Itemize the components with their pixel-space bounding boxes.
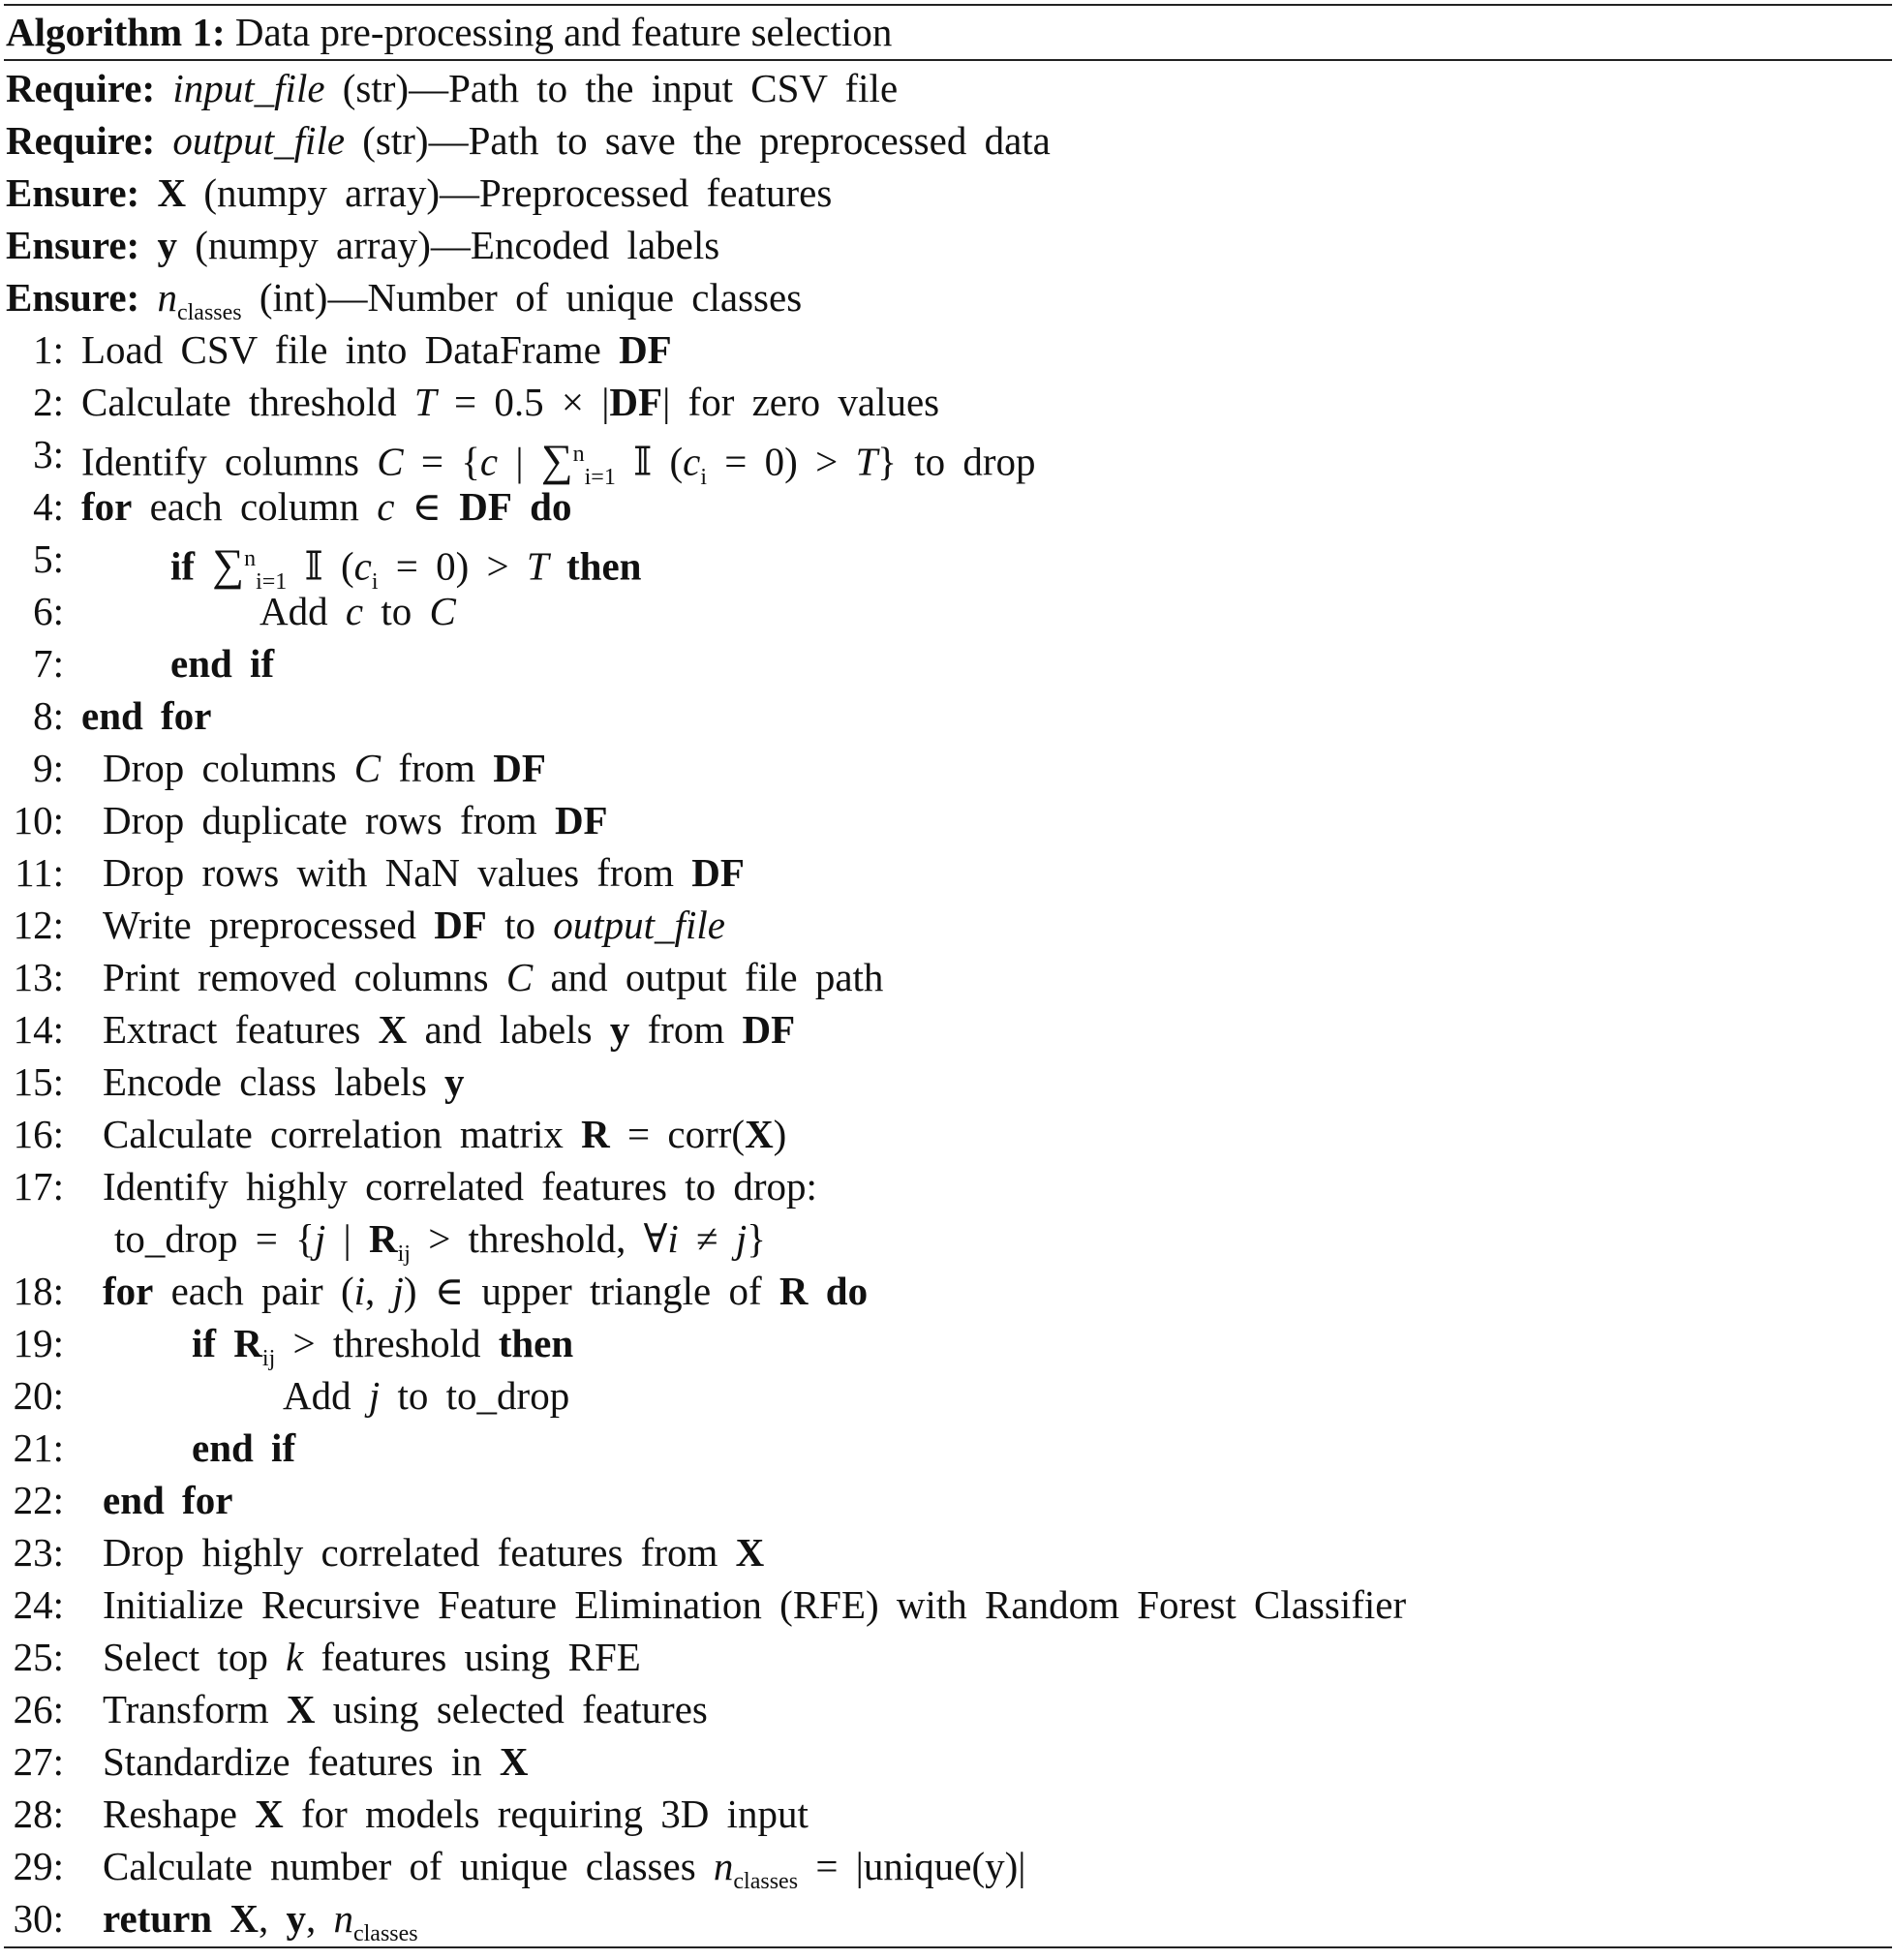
line-token: Reshape	[103, 1792, 256, 1836]
line-text	[283, 1369, 569, 1422]
line-token: X	[378, 1007, 408, 1052]
line-token: ij	[261, 1346, 276, 1372]
line-text	[103, 794, 608, 846]
line-text	[103, 742, 546, 794]
line-token: DF	[691, 850, 745, 895]
line-token: )	[773, 1112, 787, 1156]
line-token: y	[157, 223, 177, 267]
line-token: Transform	[103, 1687, 287, 1731]
line-token: (str)—Path to save the preprocessed data	[345, 118, 1051, 163]
line-token: DF	[459, 484, 512, 529]
line-token: C	[377, 439, 404, 484]
line-token: (numpy array)—Preprocessed features	[186, 170, 833, 215]
line-number: 9:	[33, 746, 64, 790]
line-token: X	[735, 1530, 765, 1575]
line-number: 20:	[13, 1373, 64, 1418]
line-number: 23:	[13, 1530, 64, 1575]
line-token: n	[572, 442, 585, 467]
line-number: 4:	[33, 484, 64, 529]
line-number: 2:	[33, 380, 64, 424]
line-number: 7:	[33, 641, 64, 686]
line-token: ,	[258, 1896, 287, 1941]
line-text	[6, 114, 1051, 167]
algorithm-label: Algorithm 1:	[6, 10, 226, 54]
line-token: Extract features	[103, 1007, 379, 1052]
line-token: y	[286, 1896, 306, 1941]
line-token: classes	[352, 1921, 418, 1947]
line-token: 𝕀 (	[287, 543, 354, 589]
line-token: T	[413, 380, 437, 424]
line-token: ∑	[540, 435, 573, 485]
line-token: from	[381, 746, 494, 790]
line-token: R	[779, 1269, 809, 1313]
line-token: Identify columns	[81, 439, 378, 484]
line-number: 5:	[33, 536, 64, 581]
line-token: each pair (	[153, 1269, 354, 1313]
line-text	[6, 219, 719, 271]
line-token: (int)—Number of unique classes	[241, 275, 803, 320]
line-token: i=1	[256, 568, 288, 595]
line-token: C	[353, 746, 382, 790]
line-token: Require:	[6, 66, 173, 110]
line-token: DF	[554, 798, 608, 842]
line-token: ≠	[678, 1216, 736, 1261]
line-token: } to drop	[877, 439, 1036, 484]
line-number: 27:	[13, 1739, 64, 1784]
line-token: Drop rows with NaN values from	[103, 850, 692, 895]
line-token	[809, 1269, 826, 1313]
line-token: = 0.5 × |	[436, 380, 610, 424]
line-token: j	[392, 1269, 404, 1313]
line-token: = 0) >	[707, 439, 856, 484]
line-number: 13:	[13, 955, 64, 999]
line-number: 21:	[13, 1425, 64, 1470]
line-token: and output file path	[533, 955, 884, 999]
line-token: Select top	[103, 1635, 287, 1679]
line-token: Drop highly correlated features from	[103, 1530, 736, 1575]
line-token: output_file	[172, 118, 346, 163]
line-token: i=1	[584, 464, 616, 490]
line-text	[103, 1788, 809, 1840]
bottom-rule	[4, 1946, 1892, 1948]
line-token: = 0) >	[378, 543, 527, 589]
line-token: i	[667, 1216, 679, 1261]
line-text	[103, 1526, 764, 1578]
line-token: each column	[132, 484, 378, 529]
line-number: 3:	[33, 432, 64, 476]
line-token: DF	[493, 746, 546, 790]
line-token: DF	[609, 380, 663, 424]
line-token: Calculate number of unique classes	[103, 1844, 714, 1888]
line-token: classes	[176, 300, 242, 326]
line-token: DF	[742, 1007, 796, 1052]
line-token: = |unique(y)|	[798, 1844, 1026, 1888]
line-token: n	[333, 1896, 353, 1941]
line-text	[192, 1422, 295, 1474]
line-token: ,	[365, 1269, 393, 1313]
line-token: X	[157, 170, 187, 215]
line-token: (numpy array)—Encoded labels	[176, 223, 720, 267]
line-text	[170, 637, 274, 689]
line-token: Initialize Recursive Feature Elimination (RFE) with Random Forest Classifier	[103, 1582, 1407, 1627]
line-text	[103, 1578, 1406, 1631]
line-text	[103, 951, 883, 1003]
line-token: features using RFE	[303, 1635, 641, 1679]
line-token: T	[855, 439, 878, 484]
line-token: C	[429, 589, 456, 633]
line-token: y	[609, 1007, 630, 1052]
line-token: do	[825, 1269, 869, 1313]
line-text	[81, 689, 211, 742]
line-token: Ensure:	[6, 275, 158, 320]
line-token: (str)—Path to the input CSV file	[324, 66, 899, 110]
line-number: 29:	[13, 1844, 64, 1888]
line-number: 6:	[33, 589, 64, 633]
line-token: n	[244, 546, 257, 571]
line-token: output_file	[553, 903, 725, 947]
line-token: classes	[733, 1869, 799, 1895]
line-token	[212, 1896, 229, 1941]
line-number: 28:	[13, 1792, 64, 1836]
line-token: for	[81, 484, 133, 529]
line-token: = {	[403, 439, 480, 484]
line-token: Identify highly correlated features to drop:	[103, 1164, 817, 1209]
line-token: ,	[305, 1896, 334, 1941]
line-number: 1:	[33, 327, 64, 372]
line-token: c	[683, 439, 701, 484]
line-token	[216, 1321, 233, 1365]
line-text	[103, 1683, 708, 1735]
line-token: Ensure:	[6, 170, 158, 215]
line-token: C	[505, 955, 534, 999]
line-token: X	[255, 1792, 284, 1836]
line-token: DF	[619, 327, 672, 372]
line-token: to	[363, 589, 430, 633]
line-number: 30:	[13, 1896, 64, 1941]
line-token: |	[325, 1216, 369, 1261]
line-token: k	[286, 1635, 304, 1679]
line-number: 8:	[33, 693, 64, 738]
line-token: > threshold, ∀	[410, 1216, 668, 1261]
line-token: Drop columns	[103, 746, 354, 790]
line-text	[103, 1735, 529, 1788]
line-token: | for zero values	[662, 380, 940, 424]
line-token: R	[581, 1112, 610, 1156]
line-token: to_drop = {	[114, 1216, 315, 1261]
line-text	[81, 480, 571, 533]
line-token: j	[735, 1216, 748, 1261]
line-token: j	[368, 1373, 381, 1418]
line-token: using selected features	[315, 1687, 708, 1731]
line-token: end if	[170, 641, 275, 686]
line-token	[512, 484, 530, 529]
line-number: 10:	[13, 798, 64, 842]
line-token: to to_drop	[380, 1373, 570, 1418]
line-number: 19:	[13, 1321, 64, 1365]
line-token: |	[498, 439, 541, 484]
line-number: 26:	[13, 1687, 64, 1731]
line-text	[6, 167, 832, 219]
line-token: Ensure:	[6, 223, 158, 267]
line-token: then	[498, 1321, 574, 1365]
line-token: ∈	[394, 484, 460, 529]
line-token: return	[103, 1896, 213, 1941]
line-token: }	[747, 1216, 766, 1261]
line-token: from	[629, 1007, 743, 1052]
line-token: i	[700, 464, 708, 490]
line-token: n	[713, 1844, 734, 1888]
line-token: if	[192, 1321, 217, 1365]
line-token: then	[565, 543, 642, 589]
line-token: Load CSV file into DataFrame	[81, 327, 620, 372]
line-token	[195, 544, 212, 589]
line-text	[260, 585, 456, 637]
line-token: ij	[397, 1241, 411, 1268]
line-text	[103, 1108, 786, 1160]
line-token: do	[530, 484, 572, 529]
line-text	[103, 1160, 817, 1212]
line-number: 14:	[13, 1007, 64, 1052]
line-token: i	[353, 1269, 366, 1313]
line-token: c	[345, 589, 364, 633]
algorithm-title	[6, 5, 892, 59]
line-token: T	[526, 543, 549, 589]
line-token: X	[229, 1896, 259, 1941]
line-text	[6, 62, 898, 114]
line-token: Encode class labels	[103, 1059, 445, 1104]
line-text	[81, 323, 672, 376]
line-number: 25:	[13, 1635, 64, 1679]
line-token: X	[286, 1687, 316, 1731]
line-token: for models requiring 3D input	[283, 1792, 809, 1836]
line-token: end for	[81, 693, 212, 738]
line-token: for	[103, 1269, 154, 1313]
line-token: Drop duplicate rows from	[103, 798, 555, 842]
line-token: c	[479, 439, 499, 484]
title-rule	[4, 59, 1892, 61]
line-text	[81, 376, 939, 428]
line-text	[103, 1056, 465, 1108]
line-text	[103, 1265, 868, 1317]
line-text	[103, 899, 725, 951]
line-text	[103, 846, 745, 899]
line-number: 17:	[13, 1164, 64, 1209]
line-token: > threshold	[275, 1321, 499, 1365]
line-token: = corr(	[609, 1112, 746, 1156]
line-text	[103, 1892, 418, 1960]
line-token: Add	[260, 589, 346, 633]
line-token: input_file	[172, 66, 325, 110]
line-token: j	[314, 1216, 326, 1261]
line-token: Require:	[6, 118, 173, 163]
line-token: end if	[192, 1425, 296, 1470]
line-token: if	[170, 543, 196, 589]
line-token: Calculate threshold	[81, 380, 414, 424]
line-token: n	[157, 275, 177, 320]
line-number: 11:	[15, 850, 64, 895]
line-text	[103, 1474, 232, 1526]
line-token: X	[499, 1739, 529, 1784]
line-number: 16:	[13, 1112, 64, 1156]
line-token	[549, 544, 566, 589]
line-number: 12:	[13, 903, 64, 947]
line-token: ) ∈ upper triangle of	[403, 1269, 779, 1313]
line-number: 15:	[13, 1059, 64, 1104]
line-token: Write preprocessed	[103, 903, 435, 947]
line-token: i	[371, 568, 379, 595]
line-token: ∑	[212, 539, 245, 590]
line-token: X	[745, 1112, 774, 1156]
line-token: end for	[103, 1478, 233, 1522]
line-token: DF	[434, 903, 487, 947]
line-number: 24:	[13, 1582, 64, 1627]
line-text	[103, 1003, 795, 1056]
algorithm-caption: Data pre-processing and feature selection	[234, 10, 893, 54]
line-number: 22:	[13, 1478, 64, 1522]
line-token: to	[486, 903, 554, 947]
line-number: 18:	[13, 1269, 64, 1313]
line-token: Print removed columns	[103, 955, 506, 999]
line-token: 𝕀 (	[615, 439, 684, 484]
line-token: y	[444, 1059, 465, 1104]
line-token: Add	[283, 1373, 369, 1418]
line-token: c	[353, 543, 372, 589]
line-text	[103, 1631, 641, 1683]
line-token: Standardize features in	[103, 1739, 500, 1784]
line-token: R	[233, 1321, 262, 1365]
line-token: R	[368, 1216, 398, 1261]
line-token: c	[377, 484, 395, 529]
line-token: and labels	[407, 1007, 610, 1052]
line-token: Calculate correlation matrix	[103, 1112, 582, 1156]
